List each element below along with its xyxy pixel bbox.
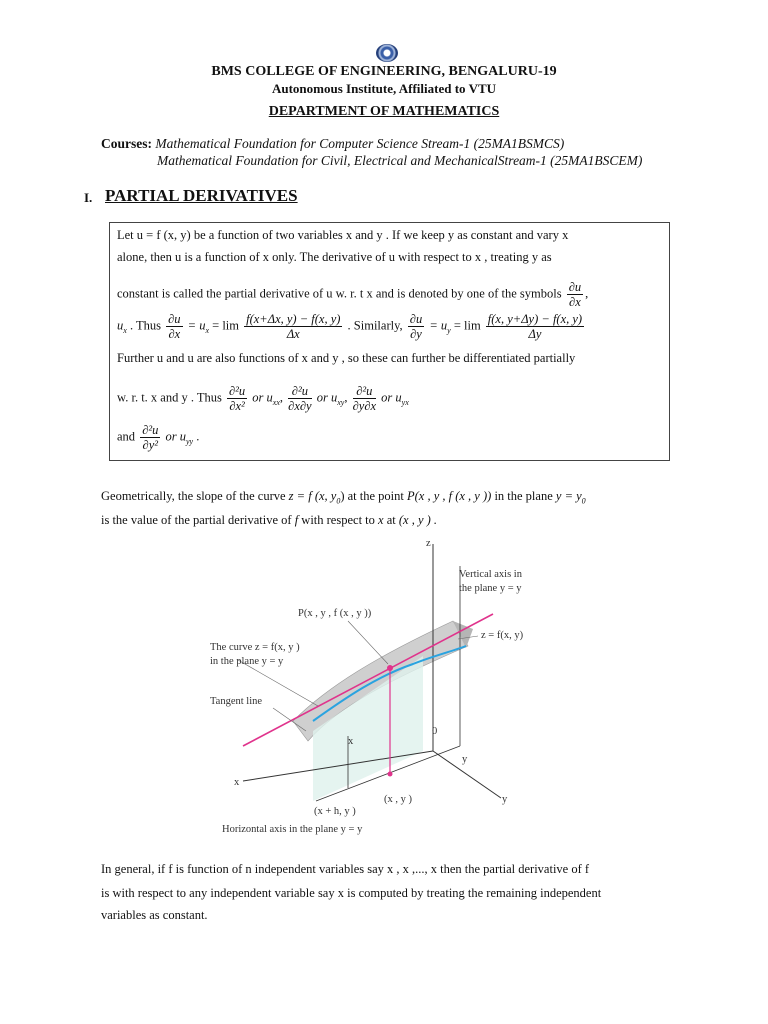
section-number: I. <box>84 190 93 205</box>
label-z: z <box>426 538 431 549</box>
label-tangent: Tangent line <box>210 696 263 707</box>
p1-f: y = y <box>555 489 582 503</box>
p1-a: Geometrically, the slope of the curve <box>101 489 286 503</box>
department-title: DEPARTMENT OF MATHEMATICS <box>268 104 500 119</box>
college-logo <box>376 44 398 62</box>
uyx-fraction: $\frac{\text{∂²u}}{\partial y\partial x}$ <box>352 384 377 413</box>
courses-line-1 <box>101 136 564 152</box>
label-origin: 0 <box>432 726 438 737</box>
box-line-3: constant is called the partial derivative of u w. r. t x and is denoted by one of the symbols $\frac{\partial u}{\partial x}$ , <box>117 280 589 309</box>
point-leader <box>348 621 388 664</box>
p1-e: in the plane <box>494 489 553 503</box>
du-dx-fraction: $\frac{\partial u}{\partial x}$ <box>568 280 582 309</box>
para2-line-2: is with respect to any independent variable say x is computed by treating the remaining independent <box>101 886 602 900</box>
label-horizontal: Horizontal axis in the plane y = y <box>222 824 363 835</box>
lim-1: = lim <box>212 318 239 333</box>
limit-x-fraction: $\frac{f(x+\Delta x, y) - f(x, y)}{\Delta x}$ <box>246 312 341 341</box>
ux-equals: = u <box>187 318 206 333</box>
box-line-3-text: constant is called the partial derivative of u w. r. t x and is denoted by one of the symbols <box>117 286 562 301</box>
p1-c: ) at the point <box>340 489 404 503</box>
box-line-2: alone, then u is a function of x only. The derivative of u with respect to x , treating y as <box>117 250 552 264</box>
box-line-4: $u_x$ . Thus $\frac{\partial u}{\partial x}$ = $u_x = \lim$ $\frac{f(x+\Delta x, y) - f(x, y)}{\Delta x}$ . Similarly, $\frac{\partial u}{\partial y}$ = $u_y = \lim$ $\frac{f(x, y+\Delta y) - f(x, y)}{\Delta y}$ <box>117 312 583 341</box>
p1-l: (x , y ) . <box>398 513 438 527</box>
uyy-fraction: $\frac{\text{∂²u}}{\text{∂y²}}$ <box>142 423 159 452</box>
label-curve-2: in the plane y = y <box>210 656 284 667</box>
courses-label: Courses: <box>101 136 152 151</box>
du-dy-fraction: $\frac{\partial u}{\partial y}$ <box>409 312 423 341</box>
p1-g: is the value of the partial derivative of <box>101 513 292 527</box>
uxy-fraction: $\frac{\text{∂²u}}{\partial x\partial y}$ <box>288 384 312 413</box>
p1-h: f <box>294 513 299 527</box>
p1-d: P(x , y , f (x , y )) <box>406 489 492 503</box>
box-line-6: w. r. t. x and y . Thus $\frac{\text{∂²u}}{\text{∂x²}}$ or $u_{xx}$, $\frac{\text{∂²u}}{\partial x\partial y}$ or $u_{xy}$, $\frac{\text{∂²u}}{\partial y\partial x}$ or $u_{yx}$ <box>117 384 409 413</box>
lim-2: = lim <box>453 318 481 333</box>
course-1: Mathematical Foundation for Computer Science Stream-1 (25MA1BSMCS) <box>155 136 565 151</box>
uxx-label: or u <box>252 390 273 405</box>
label-vertical: Vertical axis in <box>459 569 522 580</box>
partial-derivative-figure <box>198 536 574 840</box>
box-line-5: Further u and u are also functions of x and y , so these can further be differentiated partially <box>117 351 576 365</box>
label-x0: x <box>348 736 354 747</box>
p1-k: at <box>386 513 396 527</box>
box-line-7: and $\frac{\text{∂²u}}{\text{∂y²}}$ or $u_{yy}$ . <box>117 423 200 452</box>
thus-2: w. r. t. x and y . Thus <box>117 390 222 405</box>
uyy-label: or u <box>165 429 186 444</box>
para2-line-1: In general, if f is function of n independent variables say x , x ,..., x then the partial derivative of f <box>101 862 590 876</box>
uy-equals: = u <box>429 318 448 333</box>
course-2: Mathematical Foundation for Civil, Electrical and MechanicalStream-1 (25MA1BSCEM) <box>157 153 643 168</box>
p1-j: x <box>378 513 384 527</box>
label-vertical-2: the plane y = y <box>459 583 522 594</box>
and-label: and <box>117 429 136 444</box>
para1-line-1: Geometrically, the slope of the curve z = f (x, $y_0$) at the point P(x , y , f (x , y )) in the plane $y = y_0$ <box>101 489 586 506</box>
thus-label: . Thus <box>129 318 161 333</box>
limit-y-fraction: $\frac{f(x, y+\Delta y) - f(x, y)}{\Delta y}$ <box>487 312 583 341</box>
p1-b: z = f (x, y <box>288 489 337 503</box>
para2-line-3: variables as constant. <box>101 908 208 922</box>
college-name: BMS COLLEGE OF ENGINEERING, BENGALURU-19 <box>211 64 557 79</box>
p1-i: with respect to <box>301 513 375 527</box>
para1-line-2 <box>101 513 437 528</box>
du-dx-frac-2: $\frac{\partial u}{\partial x}$ <box>168 312 181 341</box>
label-surface: z = f(x, y) <box>481 630 524 641</box>
section-title: PARTIAL DERIVATIVES <box>105 186 298 205</box>
label-curve: The curve z = f(x, y ) <box>210 642 300 653</box>
uxx-fraction: $\frac{\text{∂²u}}{\text{∂x²}}$ <box>228 384 246 413</box>
label-pt2: (x , y ) <box>384 794 412 805</box>
ux-symbol: u <box>117 318 124 333</box>
uyx-label: or u <box>381 390 402 405</box>
box-line-1: Let u = f (x, y) be a function of two variables x and y . If we keep y as constant and vary x <box>117 228 569 242</box>
label-point: P(x , y , f (x , y )) <box>298 608 372 619</box>
affiliation: Autonomous Institute, Affiliated to VTU <box>271 81 497 96</box>
similarly-label: . Similarly, <box>347 318 403 333</box>
label-y0: y <box>462 754 468 765</box>
label-y: y <box>502 794 508 805</box>
label-pt1: (x + h, y ) <box>314 806 356 817</box>
label-x: x <box>234 777 240 788</box>
point-base <box>388 772 393 777</box>
uxy-label: or u <box>316 390 338 405</box>
